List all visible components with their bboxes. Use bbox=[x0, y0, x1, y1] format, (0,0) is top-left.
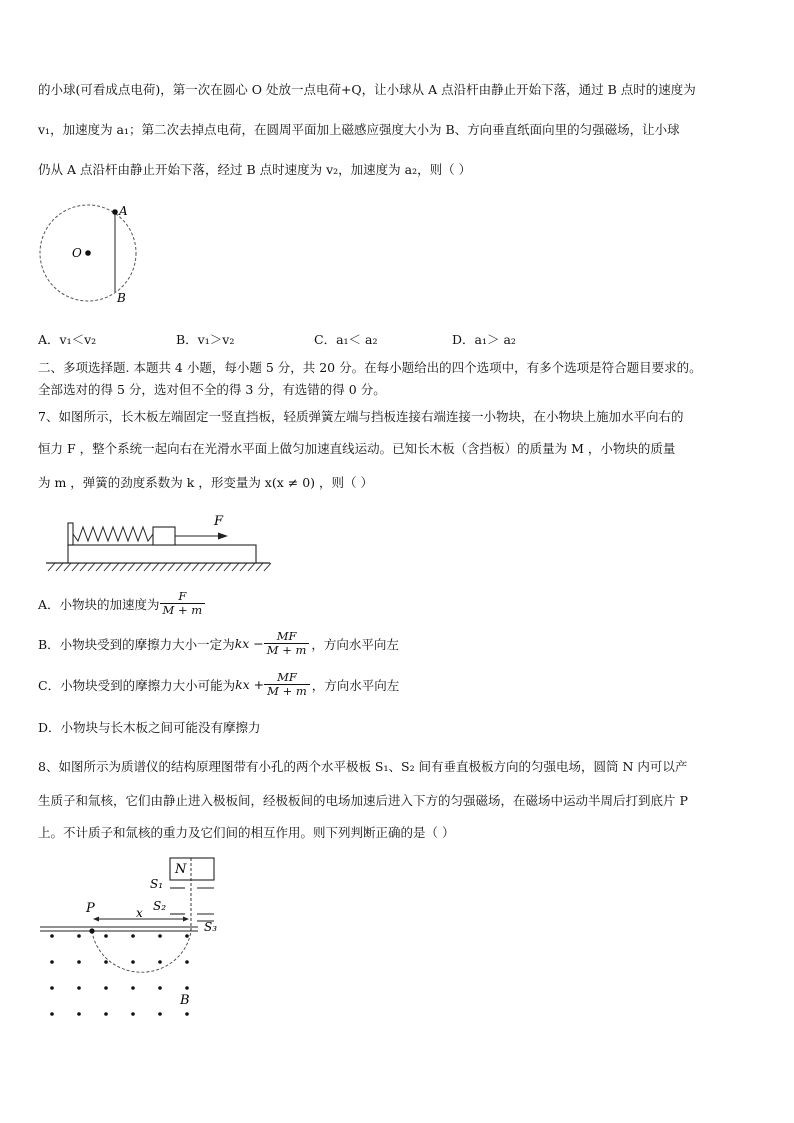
q8-text-line-3: 上。不计质子和氚核的重力及它们间的相互作用。则下列判断正确的是（ ） bbox=[38, 825, 455, 840]
label-A: A bbox=[119, 204, 128, 218]
q7-option-d[interactable]: D．小物块与长木板之间可能没有摩擦力 bbox=[38, 720, 261, 735]
label-S1: S₁ bbox=[150, 877, 164, 891]
q7-option-b[interactable] bbox=[38, 630, 399, 657]
q7-board-figure bbox=[38, 505, 278, 580]
fraction-numerator: MF bbox=[264, 630, 310, 644]
q6-option-b[interactable]: B．v₁＞v₂ bbox=[176, 332, 235, 347]
q7-option-b-lead: kx − bbox=[234, 636, 264, 652]
q7-option-c-lead: kx + bbox=[235, 677, 265, 693]
fraction-numerator: MF bbox=[264, 671, 310, 685]
q7-option-c-suffix: ，方向水平向左 bbox=[311, 677, 400, 693]
q6-option-c[interactable]: C．a₁＜ a₂ bbox=[314, 332, 378, 347]
ball-A bbox=[112, 209, 118, 215]
q7-option-c[interactable] bbox=[38, 671, 399, 698]
q7-option-c-prefix: C．小物块受到的摩擦力大小可能为 bbox=[38, 677, 236, 693]
magnetic-field-dots bbox=[50, 934, 189, 1016]
q7-text-line-2: 恒力 F ，整个系统一起向右在光滑水平面上做匀加速直线运动。已知长木板（含挡板）的质量为 M ，小物块的质量 bbox=[38, 441, 676, 456]
q6-option-a[interactable]: A．v₁＜v₂ bbox=[38, 332, 97, 347]
long-board bbox=[68, 545, 256, 563]
q8-mass-spectrometer-figure bbox=[38, 852, 238, 1027]
q7-option-b-prefix: B．小物块受到的摩擦力大小一定为 bbox=[38, 636, 235, 652]
q7-text-line-1: 7、如图所示，长木板左端固定一竖直挡板，轻质弹簧左端与挡板连接右端连接一小物块，在小物块上施加水平向右的 bbox=[38, 409, 684, 424]
force-arrow-head bbox=[218, 533, 228, 540]
label-S2: S₂ bbox=[153, 899, 167, 913]
label-P: P bbox=[86, 901, 95, 916]
spring bbox=[73, 527, 153, 541]
label-B: B bbox=[180, 993, 190, 1008]
point-P bbox=[89, 928, 94, 933]
section2-line-1: 二、多项选择题. 本题共 4 小题，每小题 5 分，共 20 分。在每小题给出的四个选项中，有多个选项是符合题目要求的。 bbox=[38, 360, 702, 375]
q7-option-c-fraction bbox=[264, 671, 310, 698]
baffle bbox=[68, 523, 73, 545]
label-N: N bbox=[175, 862, 187, 877]
q7-option-a-fraction bbox=[160, 590, 206, 617]
q6-text-line-1: 的小球(可看成点电荷)，第一次在圆心 O 处放一点电荷+Q，让小球从 A 点沿杆由静止开始下落，通过 B 点时的速度为 bbox=[38, 82, 696, 97]
fraction-denominator: M + m bbox=[267, 684, 307, 699]
q7-option-a-prefix: A．小物块的加速度为 bbox=[38, 596, 160, 612]
ground-hatch bbox=[48, 563, 271, 571]
fraction-denominator: M + m bbox=[162, 603, 203, 618]
label-O: O bbox=[72, 246, 82, 260]
label-x: x bbox=[136, 906, 143, 920]
fraction-denominator: M + m bbox=[266, 643, 307, 658]
q7-option-b-fraction bbox=[264, 630, 310, 657]
label-F: F bbox=[214, 514, 224, 529]
q6-text-line-3: 仍从 A 点沿杆由静止开始下落，经过 B 点时速度为 v₂，加速度为 a₂，则（ ） bbox=[38, 162, 472, 177]
q7-text-line-3: 为 m ，弹簧的劲度系数为 k ，形变量为 x(x ≠ 0) ，则（ ） bbox=[38, 475, 373, 490]
q6-option-d[interactable]: D．a₁＞ a₂ bbox=[452, 332, 516, 347]
label-B: B bbox=[117, 291, 126, 305]
center-O bbox=[85, 250, 91, 256]
label-S3: S₃ bbox=[204, 920, 218, 934]
q6-circle-figure bbox=[30, 200, 150, 310]
q6-options bbox=[38, 330, 758, 350]
q8-text-line-2: 生质子和氚核，它们由静止进入极板间，经极板间的电场加速后进入下方的匀强磁场，在磁场中运动半周后打到底片 P bbox=[38, 793, 688, 808]
q7-option-b-suffix: ，方向水平向左 bbox=[311, 636, 399, 652]
q8-text-line-1: 8、如图所示为质谱仪的结构原理图带有小孔的两个水平极板 S₁、S₂ 间有垂直极板方向的匀强电场，圆筒 N 内可以产 bbox=[38, 759, 688, 774]
fraction-numerator: F bbox=[160, 590, 206, 604]
q7-option-a[interactable] bbox=[38, 590, 205, 617]
block bbox=[153, 527, 175, 545]
section2-line-2: 全部选对的得 5 分，选对但不全的得 3 分，有选错的得 0 分。 bbox=[38, 382, 386, 397]
q6-text-line-2: v₁，加速度为 a₁；第二次去掉点电荷，在圆周平面加上磁感应强度大小为 B、方向垂直纸面向里的匀强磁场，让小球 bbox=[38, 122, 680, 137]
